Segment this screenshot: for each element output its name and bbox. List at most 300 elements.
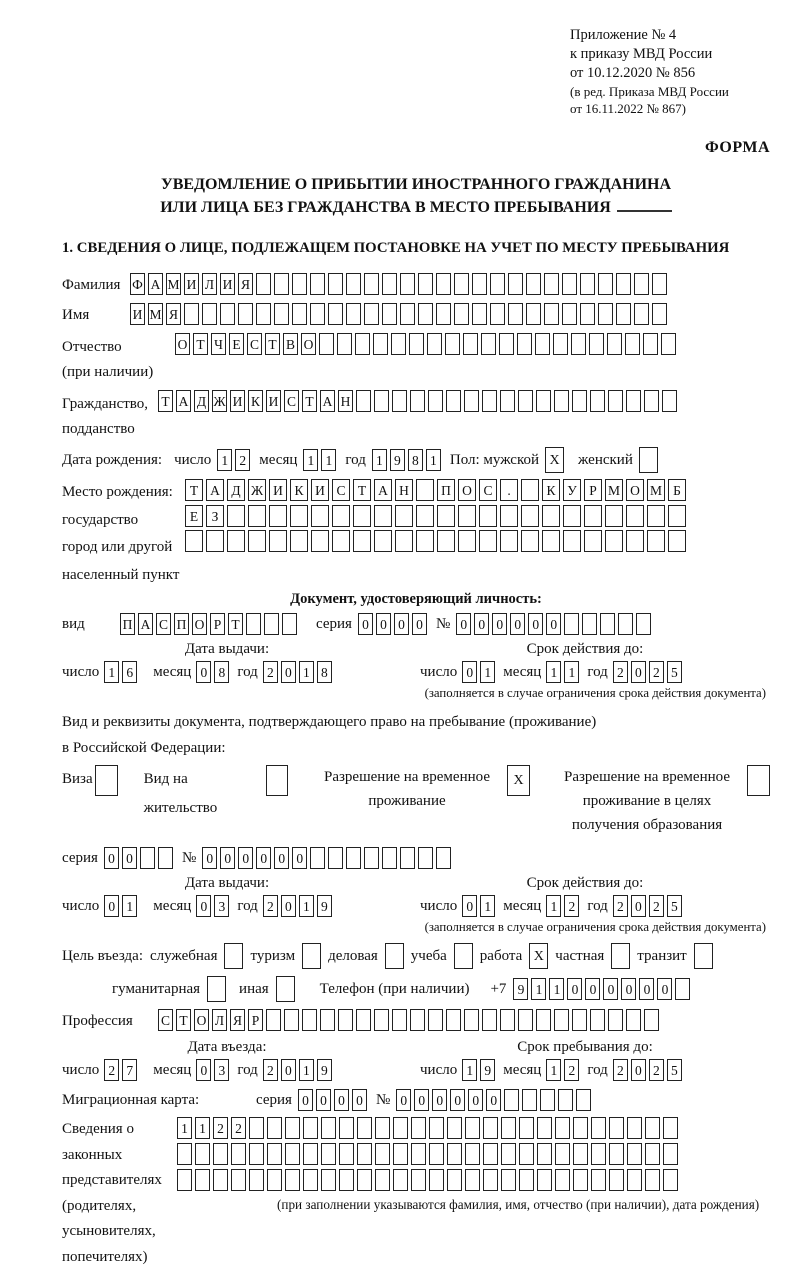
char-cell[interactable] [410, 390, 425, 412]
char-cell[interactable] [411, 1169, 426, 1191]
char-cell[interactable]: П [437, 479, 455, 501]
residence-permit-checkbox[interactable] [266, 765, 288, 796]
char-cell[interactable]: 1 [299, 895, 314, 917]
char-cell[interactable] [382, 273, 397, 295]
char-cell[interactable]: Я [166, 303, 181, 325]
char-cell[interactable] [576, 1089, 591, 1111]
char-cell[interactable] [483, 1117, 498, 1139]
char-cell[interactable] [177, 1169, 192, 1191]
char-cell[interactable] [249, 1143, 264, 1165]
char-cell[interactable] [416, 505, 434, 527]
char-cell[interactable] [392, 1009, 407, 1031]
char-cell[interactable] [627, 1169, 642, 1191]
char-cell[interactable] [605, 505, 623, 527]
purpose-business-checkbox[interactable] [385, 943, 404, 969]
char-cell[interactable] [626, 1009, 641, 1031]
char-cell[interactable]: 0 [196, 1059, 211, 1081]
char-cell[interactable] [465, 1169, 480, 1191]
char-cell[interactable]: 2 [613, 661, 628, 683]
char-cell[interactable] [465, 1143, 480, 1165]
char-cell[interactable]: 0 [334, 1089, 349, 1111]
char-cell[interactable]: 1 [480, 661, 495, 683]
char-cell[interactable] [382, 303, 397, 325]
char-cell[interactable]: 5 [667, 895, 682, 917]
char-cell[interactable] [554, 1009, 569, 1031]
char-cell[interactable]: 5 [667, 1059, 682, 1081]
char-cell[interactable] [626, 390, 641, 412]
char-cell[interactable]: Л [202, 273, 217, 295]
char-cell[interactable]: 0 [631, 1059, 646, 1081]
char-cell[interactable] [625, 333, 640, 355]
char-cell[interactable]: А [206, 479, 224, 501]
char-cell[interactable] [542, 530, 560, 552]
char-cell[interactable] [249, 1169, 264, 1191]
char-cell[interactable] [284, 1009, 299, 1031]
char-cell[interactable] [591, 1117, 606, 1139]
char-cell[interactable] [500, 1009, 515, 1031]
char-cell[interactable] [246, 613, 261, 635]
char-cell[interactable] [393, 1117, 408, 1139]
char-cell[interactable] [355, 333, 370, 355]
char-cell[interactable] [437, 505, 455, 527]
char-cell[interactable] [195, 1143, 210, 1165]
char-cell[interactable]: 0 [414, 1089, 429, 1111]
char-cell[interactable]: Т [158, 390, 173, 412]
char-cell[interactable] [472, 303, 487, 325]
char-cell[interactable]: 0 [585, 978, 600, 1000]
char-cell[interactable] [310, 847, 325, 869]
char-cell[interactable]: Ж [248, 479, 266, 501]
char-cell[interactable]: А [320, 390, 335, 412]
char-cell[interactable]: З [206, 505, 224, 527]
char-cell[interactable] [607, 333, 622, 355]
char-cell[interactable]: 0 [298, 1089, 313, 1111]
char-cell[interactable] [321, 1143, 336, 1165]
char-cell[interactable]: Н [338, 390, 353, 412]
char-cell[interactable]: 0 [281, 895, 296, 917]
char-cell[interactable] [458, 530, 476, 552]
char-cell[interactable] [589, 333, 604, 355]
char-cell[interactable]: 6 [122, 661, 137, 683]
char-cell[interactable] [590, 1009, 605, 1031]
char-cell[interactable] [256, 303, 271, 325]
char-cell[interactable]: А [374, 479, 392, 501]
char-cell[interactable]: 1 [546, 895, 561, 917]
purpose-transit-checkbox[interactable] [694, 943, 713, 969]
char-cell[interactable]: О [301, 333, 316, 355]
char-cell[interactable] [357, 1169, 372, 1191]
char-cell[interactable] [328, 847, 343, 869]
char-cell[interactable] [668, 505, 686, 527]
char-cell[interactable] [564, 613, 579, 635]
char-cell[interactable] [519, 1143, 534, 1165]
char-cell[interactable] [328, 273, 343, 295]
char-cell[interactable] [267, 1169, 282, 1191]
char-cell[interactable]: О [175, 333, 190, 355]
char-cell[interactable] [445, 333, 460, 355]
char-cell[interactable] [256, 273, 271, 295]
char-cell[interactable]: Т [228, 613, 243, 635]
char-cell[interactable] [267, 1143, 282, 1165]
char-cell[interactable]: 3 [214, 1059, 229, 1081]
char-cell[interactable]: 0 [432, 1089, 447, 1111]
char-cell[interactable] [248, 530, 266, 552]
purpose-humanitarian-checkbox[interactable] [207, 976, 226, 1002]
char-cell[interactable] [411, 1143, 426, 1165]
char-cell[interactable]: Д [194, 390, 209, 412]
char-cell[interactable] [536, 1009, 551, 1031]
char-cell[interactable]: 1 [299, 1059, 314, 1081]
female-checkbox[interactable] [639, 447, 658, 473]
temp-residence-checkbox[interactable]: X [507, 765, 530, 796]
char-cell[interactable]: М [605, 479, 623, 501]
char-cell[interactable] [364, 847, 379, 869]
char-cell[interactable] [644, 390, 659, 412]
char-cell[interactable] [609, 1117, 624, 1139]
char-cell[interactable] [521, 479, 539, 501]
char-cell[interactable] [580, 273, 595, 295]
char-cell[interactable] [508, 303, 523, 325]
char-cell[interactable] [339, 1169, 354, 1191]
purpose-private-checkbox[interactable] [611, 943, 630, 969]
char-cell[interactable] [346, 273, 361, 295]
char-cell[interactable] [562, 273, 577, 295]
char-cell[interactable] [668, 530, 686, 552]
char-cell[interactable] [536, 390, 551, 412]
char-cell[interactable] [220, 303, 235, 325]
char-cell[interactable] [675, 978, 690, 1000]
char-cell[interactable]: И [266, 390, 281, 412]
char-cell[interactable] [508, 273, 523, 295]
char-cell[interactable] [454, 273, 469, 295]
char-cell[interactable]: 9 [390, 449, 405, 471]
char-cell[interactable] [582, 613, 597, 635]
char-cell[interactable] [517, 333, 532, 355]
char-cell[interactable] [353, 505, 371, 527]
char-cell[interactable] [356, 1009, 371, 1031]
char-cell[interactable] [321, 1117, 336, 1139]
char-cell[interactable] [285, 1143, 300, 1165]
char-cell[interactable] [346, 303, 361, 325]
char-cell[interactable]: 0 [639, 978, 654, 1000]
char-cell[interactable] [400, 847, 415, 869]
char-cell[interactable] [292, 303, 307, 325]
char-cell[interactable] [537, 1143, 552, 1165]
char-cell[interactable] [540, 1089, 555, 1111]
char-cell[interactable]: 0 [486, 1089, 501, 1111]
char-cell[interactable] [320, 1009, 335, 1031]
char-cell[interactable]: К [542, 479, 560, 501]
char-cell[interactable] [572, 390, 587, 412]
char-cell[interactable] [555, 1117, 570, 1139]
char-cell[interactable] [375, 1117, 390, 1139]
char-cell[interactable] [447, 1117, 462, 1139]
char-cell[interactable] [537, 1169, 552, 1191]
char-cell[interactable]: К [248, 390, 263, 412]
char-cell[interactable] [490, 273, 505, 295]
char-cell[interactable]: И [269, 479, 287, 501]
char-cell[interactable]: 1 [546, 1059, 561, 1081]
char-cell[interactable] [647, 505, 665, 527]
char-cell[interactable] [375, 1169, 390, 1191]
char-cell[interactable] [374, 390, 389, 412]
char-cell[interactable]: 1 [321, 449, 336, 471]
char-cell[interactable]: 2 [231, 1117, 246, 1139]
char-cell[interactable] [463, 333, 478, 355]
char-cell[interactable] [437, 530, 455, 552]
char-cell[interactable]: Т [185, 479, 203, 501]
char-cell[interactable] [645, 1143, 660, 1165]
char-cell[interactable]: 1 [531, 978, 546, 1000]
char-cell[interactable]: 0 [196, 895, 211, 917]
char-cell[interactable] [364, 273, 379, 295]
char-cell[interactable]: 2 [649, 895, 664, 917]
char-cell[interactable]: Т [353, 479, 371, 501]
char-cell[interactable] [311, 505, 329, 527]
char-cell[interactable] [526, 273, 541, 295]
char-cell[interactable] [392, 390, 407, 412]
char-cell[interactable] [393, 1143, 408, 1165]
char-cell[interactable] [573, 1169, 588, 1191]
char-cell[interactable]: 2 [263, 1059, 278, 1081]
char-cell[interactable]: Р [584, 479, 602, 501]
char-cell[interactable]: 0 [122, 847, 137, 869]
purpose-work-checkbox[interactable]: X [529, 943, 548, 969]
male-checkbox[interactable]: X [545, 447, 564, 473]
char-cell[interactable]: 8 [408, 449, 423, 471]
char-cell[interactable] [661, 333, 676, 355]
char-cell[interactable] [374, 505, 392, 527]
char-cell[interactable] [285, 1117, 300, 1139]
char-cell[interactable]: О [626, 479, 644, 501]
char-cell[interactable] [616, 273, 631, 295]
char-cell[interactable]: И [130, 303, 145, 325]
char-cell[interactable] [542, 505, 560, 527]
char-cell[interactable] [266, 1009, 281, 1031]
char-cell[interactable]: 0 [631, 895, 646, 917]
char-cell[interactable] [609, 1169, 624, 1191]
char-cell[interactable] [429, 1169, 444, 1191]
char-cell[interactable] [553, 333, 568, 355]
char-cell[interactable]: П [120, 613, 135, 635]
char-cell[interactable] [479, 530, 497, 552]
char-cell[interactable]: 0 [394, 613, 409, 635]
char-cell[interactable] [319, 333, 334, 355]
char-cell[interactable]: И [311, 479, 329, 501]
char-cell[interactable]: 2 [613, 1059, 628, 1081]
char-cell[interactable]: 0 [462, 661, 477, 683]
char-cell[interactable] [616, 303, 631, 325]
char-cell[interactable] [158, 847, 173, 869]
char-cell[interactable]: 0 [104, 847, 119, 869]
char-cell[interactable]: Т [176, 1009, 191, 1031]
char-cell[interactable]: 0 [281, 661, 296, 683]
char-cell[interactable]: 1 [564, 661, 579, 683]
char-cell[interactable] [231, 1143, 246, 1165]
char-cell[interactable] [555, 1143, 570, 1165]
char-cell[interactable] [458, 505, 476, 527]
purpose-official-checkbox[interactable] [224, 943, 243, 969]
purpose-study-checkbox[interactable] [454, 943, 473, 969]
char-cell[interactable]: 1 [546, 661, 561, 683]
char-cell[interactable]: Я [238, 273, 253, 295]
char-cell[interactable]: И [184, 273, 199, 295]
char-cell[interactable] [339, 1117, 354, 1139]
char-cell[interactable]: К [290, 479, 308, 501]
char-cell[interactable] [231, 1169, 246, 1191]
char-cell[interactable] [481, 333, 496, 355]
char-cell[interactable]: М [148, 303, 163, 325]
char-cell[interactable] [310, 303, 325, 325]
char-cell[interactable] [391, 333, 406, 355]
char-cell[interactable]: 8 [214, 661, 229, 683]
char-cell[interactable] [626, 530, 644, 552]
char-cell[interactable] [584, 530, 602, 552]
char-cell[interactable] [238, 303, 253, 325]
char-cell[interactable] [573, 1143, 588, 1165]
char-cell[interactable] [521, 530, 539, 552]
char-cell[interactable]: 0 [274, 847, 289, 869]
char-cell[interactable] [605, 530, 623, 552]
char-cell[interactable] [303, 1169, 318, 1191]
char-cell[interactable] [267, 1117, 282, 1139]
char-cell[interactable]: И [230, 390, 245, 412]
char-cell[interactable] [285, 1169, 300, 1191]
char-cell[interactable] [185, 530, 203, 552]
char-cell[interactable]: 0 [238, 847, 253, 869]
char-cell[interactable]: Е [185, 505, 203, 527]
char-cell[interactable] [634, 303, 649, 325]
char-cell[interactable]: 0 [256, 847, 271, 869]
char-cell[interactable] [364, 303, 379, 325]
char-cell[interactable] [195, 1169, 210, 1191]
char-cell[interactable] [274, 273, 289, 295]
char-cell[interactable]: Л [212, 1009, 227, 1031]
char-cell[interactable]: 0 [220, 847, 235, 869]
char-cell[interactable] [482, 390, 497, 412]
char-cell[interactable] [573, 1117, 588, 1139]
char-cell[interactable]: О [458, 479, 476, 501]
char-cell[interactable]: 0 [450, 1089, 465, 1111]
char-cell[interactable] [374, 1009, 389, 1031]
char-cell[interactable]: А [176, 390, 191, 412]
char-cell[interactable] [429, 1117, 444, 1139]
char-cell[interactable]: 8 [317, 661, 332, 683]
char-cell[interactable] [518, 1009, 533, 1031]
char-cell[interactable] [400, 273, 415, 295]
char-cell[interactable]: С [156, 613, 171, 635]
char-cell[interactable]: 0 [510, 613, 525, 635]
char-cell[interactable]: Р [248, 1009, 263, 1031]
char-cell[interactable]: 1 [104, 661, 119, 683]
char-cell[interactable]: 9 [317, 895, 332, 917]
char-cell[interactable] [647, 530, 665, 552]
char-cell[interactable] [465, 1117, 480, 1139]
char-cell[interactable]: 1 [549, 978, 564, 1000]
char-cell[interactable] [311, 530, 329, 552]
char-cell[interactable] [562, 303, 577, 325]
char-cell[interactable] [636, 613, 651, 635]
char-cell[interactable]: Н [395, 479, 413, 501]
char-cell[interactable] [357, 1143, 372, 1165]
char-cell[interactable]: 0 [657, 978, 672, 1000]
char-cell[interactable]: 0 [603, 978, 618, 1000]
char-cell[interactable] [184, 303, 199, 325]
char-cell[interactable] [563, 505, 581, 527]
char-cell[interactable] [400, 303, 415, 325]
char-cell[interactable] [662, 390, 677, 412]
char-cell[interactable]: 0 [462, 895, 477, 917]
char-cell[interactable] [483, 1169, 498, 1191]
char-cell[interactable] [643, 333, 658, 355]
char-cell[interactable]: 0 [376, 613, 391, 635]
char-cell[interactable] [282, 613, 297, 635]
char-cell[interactable] [140, 847, 155, 869]
char-cell[interactable]: У [563, 479, 581, 501]
char-cell[interactable] [521, 505, 539, 527]
char-cell[interactable]: С [158, 1009, 173, 1031]
char-cell[interactable]: 1 [217, 449, 232, 471]
char-cell[interactable] [572, 1009, 587, 1031]
char-cell[interactable] [409, 333, 424, 355]
char-cell[interactable] [302, 1009, 317, 1031]
char-cell[interactable]: 1 [462, 1059, 477, 1081]
char-cell[interactable] [332, 530, 350, 552]
char-cell[interactable]: Ч [211, 333, 226, 355]
char-cell[interactable]: М [647, 479, 665, 501]
char-cell[interactable] [357, 1117, 372, 1139]
char-cell[interactable]: 2 [213, 1117, 228, 1139]
visa-checkbox[interactable] [95, 765, 118, 796]
char-cell[interactable] [346, 847, 361, 869]
char-cell[interactable] [555, 1169, 570, 1191]
char-cell[interactable] [645, 1169, 660, 1191]
char-cell[interactable] [356, 390, 371, 412]
char-cell[interactable]: 0 [456, 613, 471, 635]
char-cell[interactable]: С [247, 333, 262, 355]
char-cell[interactable] [328, 303, 343, 325]
char-cell[interactable]: Е [229, 333, 244, 355]
char-cell[interactable] [499, 333, 514, 355]
char-cell[interactable]: Т [265, 333, 280, 355]
char-cell[interactable] [472, 273, 487, 295]
char-cell[interactable] [395, 530, 413, 552]
char-cell[interactable]: 0 [546, 613, 561, 635]
char-cell[interactable] [264, 613, 279, 635]
char-cell[interactable]: Ж [212, 390, 227, 412]
char-cell[interactable]: Я [230, 1009, 245, 1031]
char-cell[interactable] [274, 303, 289, 325]
char-cell[interactable]: С [332, 479, 350, 501]
char-cell[interactable] [332, 505, 350, 527]
char-cell[interactable] [290, 505, 308, 527]
char-cell[interactable] [663, 1143, 678, 1165]
char-cell[interactable] [382, 847, 397, 869]
char-cell[interactable] [537, 1117, 552, 1139]
char-cell[interactable]: 0 [316, 1089, 331, 1111]
char-cell[interactable] [500, 390, 515, 412]
char-cell[interactable] [227, 505, 245, 527]
char-cell[interactable] [428, 1009, 443, 1031]
char-cell[interactable] [591, 1143, 606, 1165]
char-cell[interactable]: 1 [372, 449, 387, 471]
char-cell[interactable] [634, 273, 649, 295]
char-cell[interactable] [544, 303, 559, 325]
char-cell[interactable]: 0 [292, 847, 307, 869]
char-cell[interactable] [290, 530, 308, 552]
char-cell[interactable] [591, 1169, 606, 1191]
char-cell[interactable] [269, 530, 287, 552]
